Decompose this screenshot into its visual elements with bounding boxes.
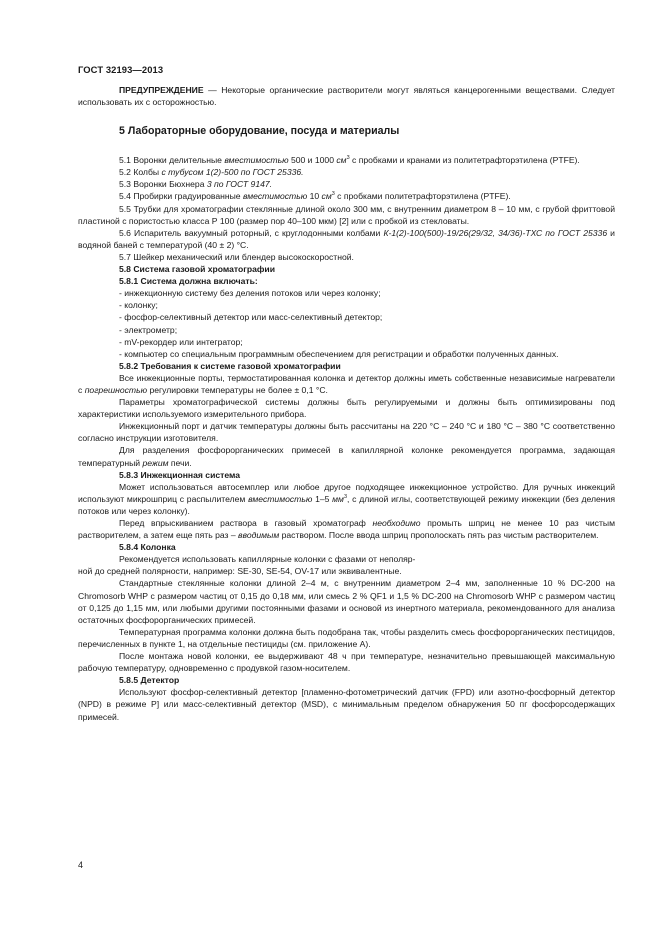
list-item: - компьютер со специальным программным обеспечением для регистрации и обработки полученных данных.	[119, 348, 559, 359]
list-item: - электрометр;	[119, 324, 178, 335]
item-5-4-sup: 3	[331, 191, 335, 198]
item-5-8-3-para-1-rest: , с длиной иглы, соответствующей режиму инжекции (без деления потоков или через колонку).	[78, 493, 615, 516]
list-item: - фосфор-селективный детектор или масс-селективный детектор;	[119, 312, 383, 323]
standard-header: ГОСТ 32193—2013	[78, 64, 164, 75]
item-5-8-3-para-1-italic: вместимостью	[248, 493, 313, 504]
page-number: 4	[78, 860, 84, 870]
item-5-1	[78, 154, 615, 166]
item-5-1-sup: 3	[346, 155, 350, 162]
item-5-8-2-heading: 5.8.2 Требования к системе газовой хроматографии	[119, 360, 341, 371]
item-5-8-2-para-1-rest: регулировки температуры не более ± 0,1 °С.	[147, 384, 328, 395]
item-5-6-italic: К-1(2)-100(500)-19/26(29/32, 34/36)-ТХС по ГОСТ 25336	[383, 227, 608, 238]
item-5-8-2-para-4-italic: режим	[142, 457, 169, 468]
item-5-8-3-para-2-text: Перед впрыскиванием раствора в газовый хроматограф	[119, 518, 373, 528]
item-5-8-3-para-1-unit: мм	[332, 493, 344, 504]
item-5-8-3-para-1	[78, 481, 615, 517]
item-5-8-3-para-1-sup: 3	[343, 493, 348, 500]
item-5-8-2-para-3: Инжекционный порт и датчик температуры должны быть рассчитаны на 220 °С – 240 °С и 180 °С – 380 °С соответственно согласно инструкции изготовителя.	[78, 421, 615, 444]
item-5-4-italic: вместимостью	[242, 191, 308, 202]
item-5-4-text: 5.4 Пробирки градуированные	[119, 191, 243, 202]
item-5-4-volume: 10	[307, 191, 322, 202]
list-item: - mV-рекордер или интегратор;	[119, 336, 243, 347]
item-5-4-rest: с пробками политетрафторэтилена (PTFE).	[334, 191, 511, 202]
item-5-6-rest: и водяной баней с температурой (40 ± 2) °С.	[78, 227, 615, 250]
list-item: - колонку;	[119, 300, 158, 311]
item-5-3-text: 5.3 Воронки Бюхнера	[119, 179, 207, 190]
section-5-title: 5 Лабораторные оборудование, посуда и материалы	[119, 125, 400, 138]
item-5-4-unit: см	[321, 191, 332, 202]
item-5-8-3-heading: 5.8.3 Инжекционная система	[119, 469, 241, 480]
warning-paragraph	[78, 84, 615, 108]
list-item: - инжекционную систему без деления потоков или через колонку;	[119, 288, 381, 299]
item-5-8-4-para-4: После монтажа новой колонки, ее выдерживают 48 ч при температуре, незначительно превышающей максимальную рабочую температуру, одновременно с продувкой газом-носителем.	[78, 651, 615, 674]
item-5-5: 5.5 Трубки для хроматографии стеклянные длиной около 300 мм, с внутренним диаметром 8 – 10 мм, с грубой фриттовой пластиной с пористостью класса Р 100 (размер пор 40–100 мкм) [2] или с пробкой из стекловаты.	[78, 203, 615, 226]
item-5-8-3-para-2-italic-1: необходимо	[372, 518, 421, 528]
item-5-1-volume: 500 и 1000	[288, 155, 337, 166]
item-5-1-italic: вместимостью	[224, 155, 289, 166]
item-5-3-italic: 3 по ГОСТ 9147.	[206, 179, 273, 190]
item-5-8-2-para-1	[78, 372, 615, 396]
item-5-8-2-para-4-rest: печи.	[168, 457, 192, 468]
item-5-6-text: 5.6 Испаритель вакуумный роторный, с круглодонными колбами	[119, 227, 384, 238]
item-5-8-4-para-2: Стандартные стеклянные колонки длиной 2–4 м, с внутренним диаметром 2–4 мм, заполненные 10 % DC-200 на Chromosorb WHP с размером частиц от 0,15 до 0,18 мм, или смесь 2 % QF1 и 1,5 % DC-200 на Chromosorb WHP с размером частиц от 0,125 до 1,15 мм, или любыми другими постоянными фазами и основой из инертного материала, рекомендованного для анализа остаточных фосфорорганических примесей.	[78, 578, 615, 625]
item-5-6	[78, 227, 615, 251]
item-5-8-3-para-2-rest: раствором. После ввода шприц прополоскать пять раз чистым растворителем.	[279, 530, 599, 541]
item-5-8-1-heading: 5.8.1 Система должна включать:	[119, 276, 258, 287]
item-5-8-3-para-1-volume: 1–5	[312, 493, 333, 504]
item-5-8-3-para-2-mid: промыть шприц не менее 10 раз чистым растворителем, а затем еще пять раз –	[78, 518, 615, 541]
item-5-1-rest: с пробками и кранами из политетрафторэтилена (PTFE).	[349, 155, 580, 166]
item-5-2-text: 5.2 Колбы	[119, 167, 162, 178]
item-5-1-text: 5.1 Воронки делительные	[119, 155, 225, 166]
warning-text: — Некоторые органические растворители могут являться канцерогенными веществами. Следует использовать их с осторожностью.	[78, 85, 615, 108]
item-5-4	[78, 190, 615, 202]
item-5-8-3-para-1-text: Может использоваться автосемплер или любое другое подходящее инжекционное устройство. Для ручных инжекций используют микрошприц с распылителем	[78, 481, 615, 504]
warning-label: ПРЕДУПРЕЖДЕНИЕ	[119, 85, 204, 95]
item-5-8-4-para-1b: ной до средней полярности, например: SE-30, SE-54, OV-17 или эквивалентные.	[78, 566, 402, 577]
item-5-8-2-para-1-text: Все инжекционные порты, термостатированная колонка и детектор должны иметь собственные независимые нагреватели с	[78, 372, 615, 395]
item-5-8-4-heading: 5.8.4 Колонка	[119, 542, 176, 553]
item-5-2-italic: с тубусом 1(2)-500 по ГОСТ 25336.	[161, 167, 304, 178]
item-5-8-2-para-4	[78, 444, 615, 468]
item-5-8-5-heading: 5.8.5 Детектор	[119, 675, 180, 686]
item-5-8-3-para-2-italic-2: вводимым	[238, 530, 280, 541]
item-5-8-4-para-1a: Рекомендуется использовать капиллярные колонки с фазами от неполяр-	[119, 554, 416, 565]
item-5-3	[78, 178, 615, 190]
item-5-8-heading: 5.8 Система газовой хроматографии	[119, 264, 275, 275]
item-5-8-2-para-2: Параметры хроматографической системы должны быть регулируемыми и должны быть оптимизированы под характеристики используемого измерительного прибора.	[78, 397, 615, 420]
item-5-8-5-para-1: Используют фосфор-селективный детектор [пламенно-фотометрический датчик (FPD) или азотно-фосфорный детектор (NPD) в режиме Р] или масс-селективный детектор (MSD), с минимальным пределом обнаружения 50 пг фосфорсодержащих примесей.	[78, 687, 615, 722]
item-5-7: 5.7 Шейкер механический или блендер высокоскоростной.	[119, 251, 354, 262]
document-body	[78, 84, 615, 723]
item-5-8-4-para-3: Температурная программа колонки должна быть подобрана так, чтобы разделить смесь фосфорорганических пестицидов, перечисленных в пункте 1, на отдельные пестициды (см. приложение А).	[78, 626, 615, 649]
item-5-8-3-para-2	[78, 517, 615, 541]
item-5-8-2-para-4-text: Для разделения фосфорорганических примесей в капиллярной колонке рекомендуется программа, задающая температурный	[78, 445, 615, 468]
item-5-2	[78, 166, 615, 178]
item-5-1-unit: см	[336, 155, 347, 166]
item-5-8-2-para-1-italic: погрешностью	[84, 384, 148, 395]
